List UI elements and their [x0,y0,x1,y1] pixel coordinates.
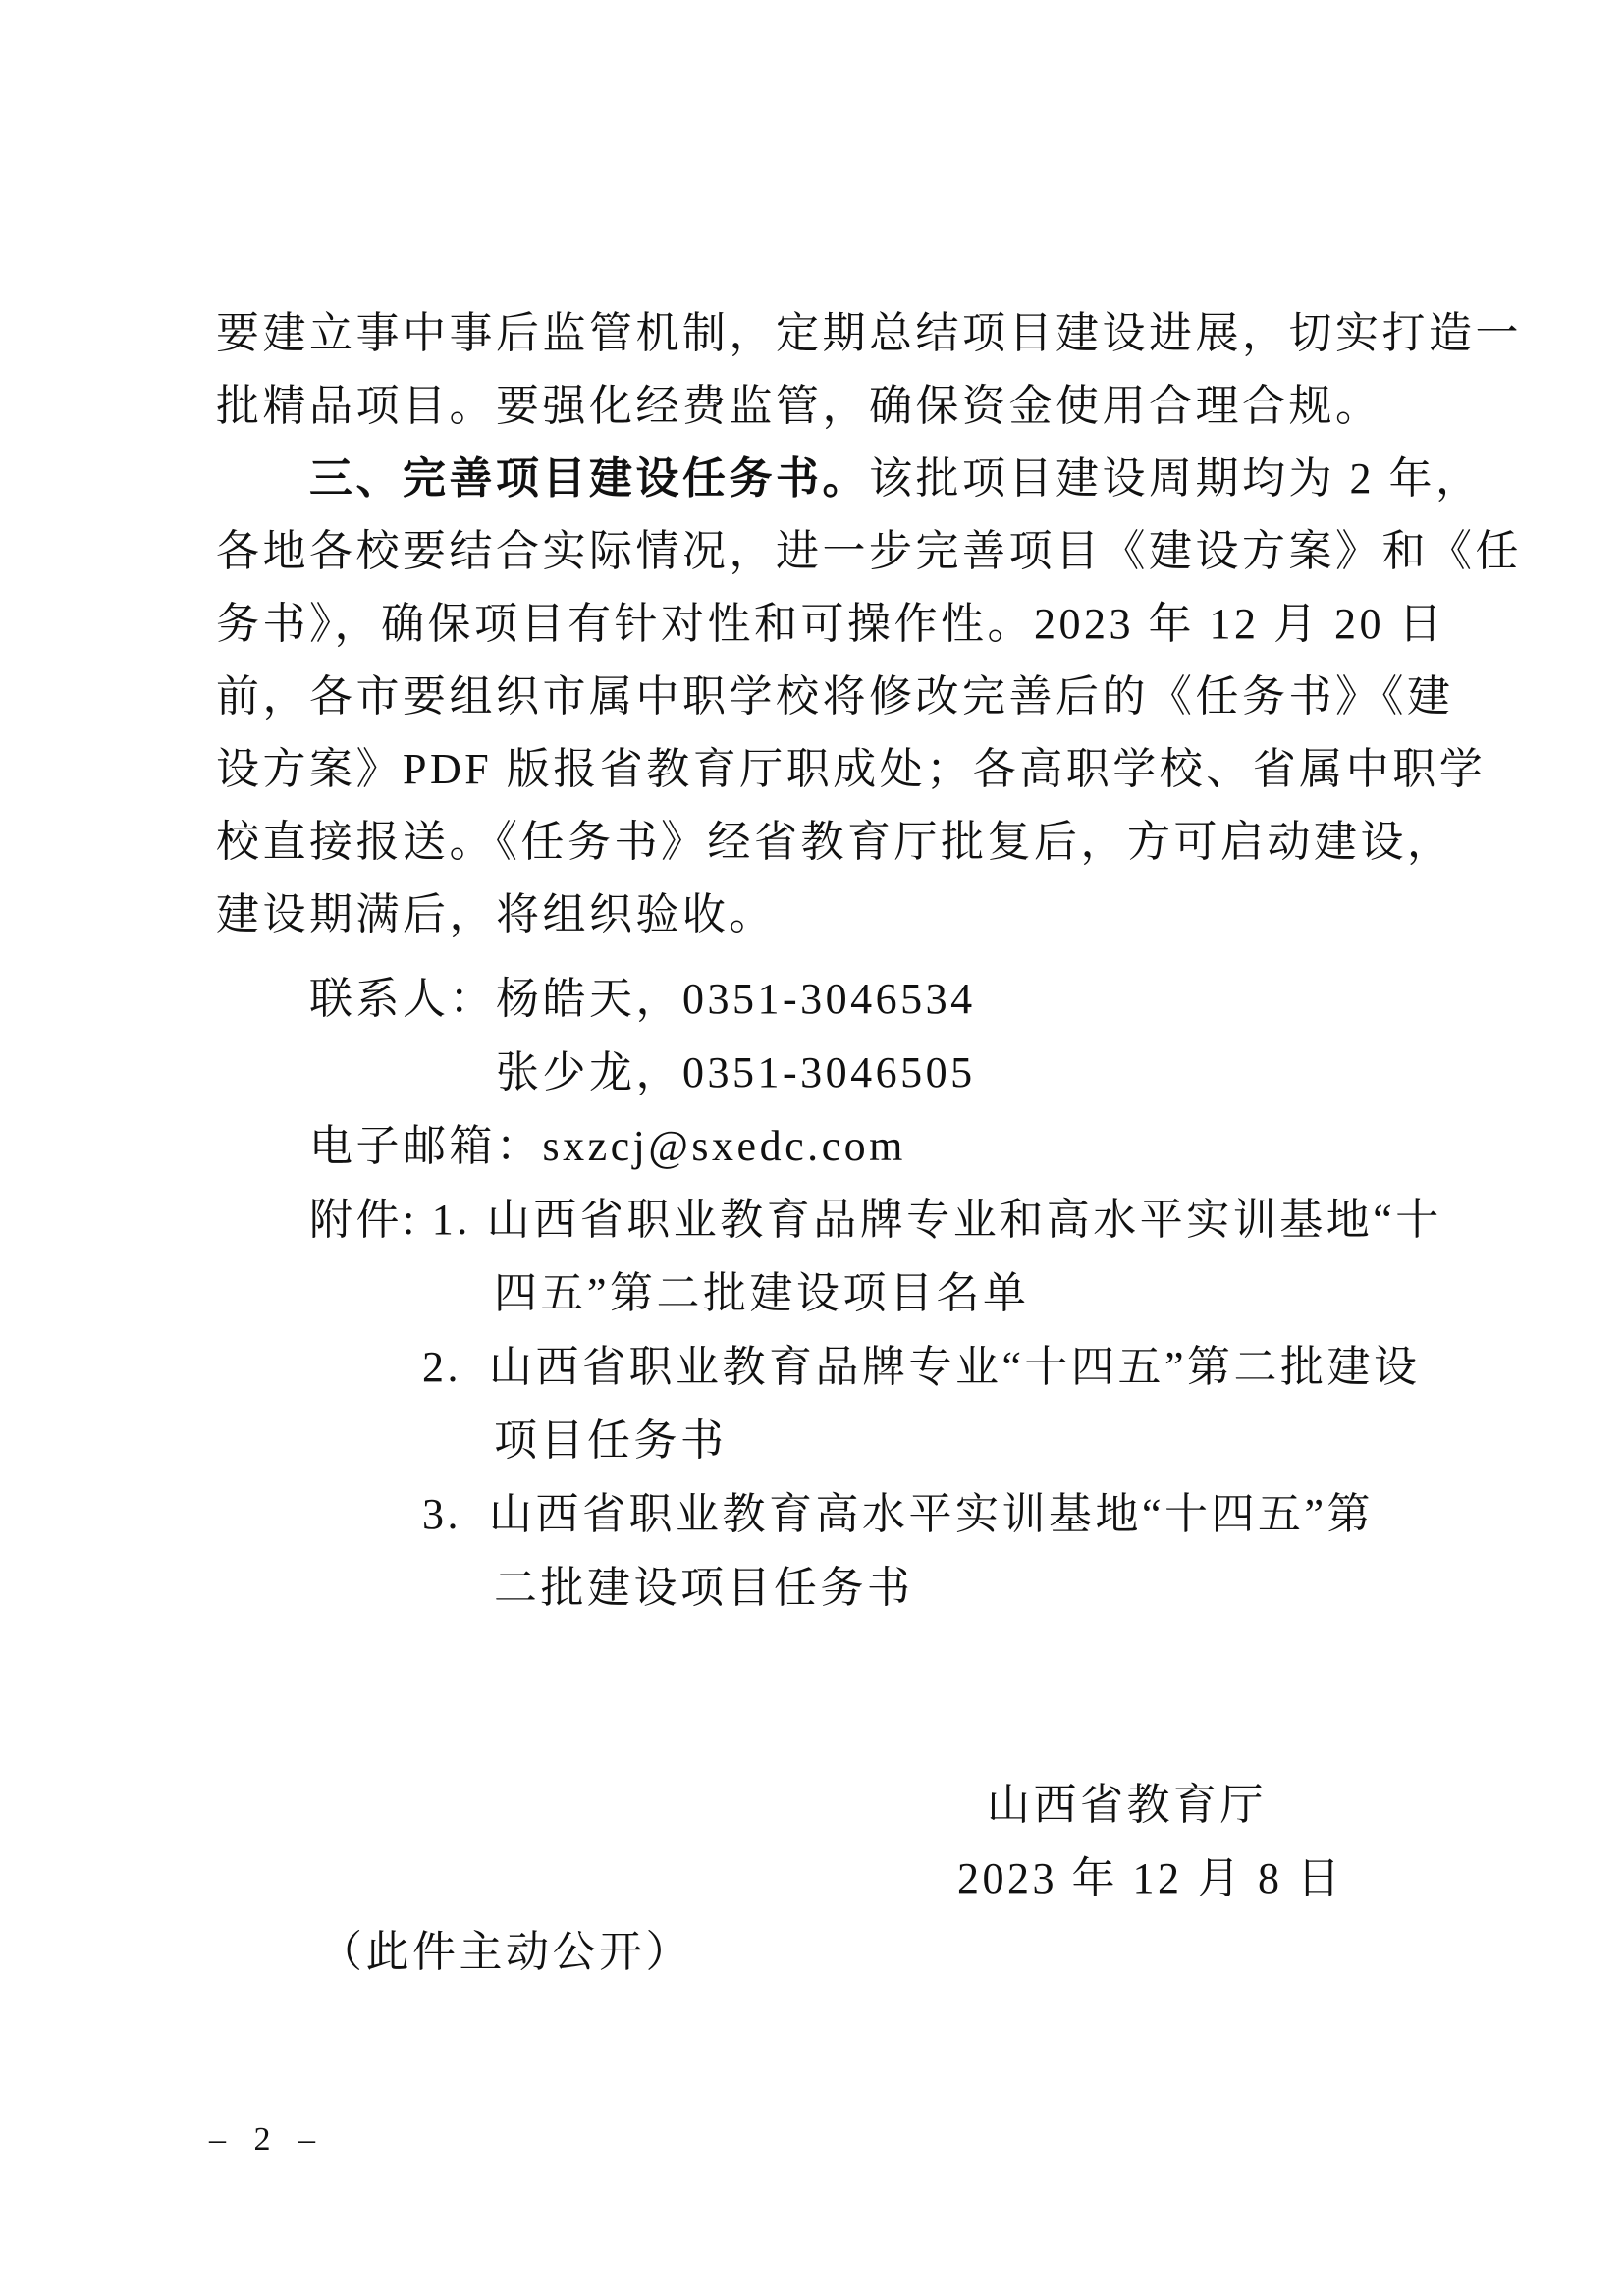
document-content [216,297,1522,1989]
attachment-2-line-2 [494,1404,1473,1477]
contact-and-attachments [216,962,1473,1989]
attachment-3-text-line-1: 山西省职业教育高水平实训基地“十四五”第 [489,1490,1375,1538]
attachment-3-number: 3. [422,1490,461,1538]
attachment-2-text-line-1: 山西省职业教育品牌专业“十四五”第二批建设 [489,1343,1421,1391]
signature-date: 2023 年 12 月 8 日 [957,1854,1344,1902]
body-line-1: 要建立事中事后监管机制，定期总结项目建设进展，切实打造一 [216,309,1522,357]
attachment-2-number: 2. [422,1343,461,1391]
attachment-3-line-1 [422,1477,1473,1551]
attachment-1-line-1 [309,1183,1473,1256]
contact-person-2: 张少龙，0351-3046505 [496,1048,976,1096]
attachment-3-line-2 [494,1551,1473,1625]
attachments-label: 附件: [309,1196,418,1244]
section-heading: 三、完善项目建设任务书。 [309,454,869,503]
signature-org: 山西省教育厅 [987,1781,1267,1829]
attachment-2-line-1 [422,1330,1473,1404]
attachment-1-text-line-1: 山西省职业教育品牌专业和高水平实训基地“十 [486,1196,1442,1244]
body-line-5: 务书》，确保项目有针对性和可操作性。2023 年 12 月 20 日 [216,600,1445,648]
disclosure-note: （此件主动公开） [319,1928,692,1976]
body-line-6: 前，各市要组织市属中职学校将修改完善后的《任务书》《建 [216,672,1454,721]
spacer [216,1625,1473,1768]
body-line-4: 各地各校要结合实际情况，进一步完善项目《建设方案》和《任 [216,527,1522,575]
email-line [309,1109,1473,1183]
body-line-7: 设方案》PDF 版报省教育厅职成处；各高职学校、省属中职学 [216,745,1487,793]
attachment-2-text-line-2: 项目任务书 [494,1416,728,1465]
contact-label: 联系人： [309,975,496,1023]
spacer [216,951,1473,962]
attachment-1-text-line-2: 四五”第二批建设项目名单 [494,1269,1030,1317]
section-text-start: 该批项目建设周期均为 2 年， [869,454,1483,503]
email-label: 电子邮箱： [309,1122,543,1170]
attachment-1-number: 1. [431,1196,471,1244]
body-line-8: 校直接报送。《任务书》经省教育厅批复后，方可启动建设， [216,818,1454,866]
contact-line-1 [309,962,1473,1036]
body-line-2: 批精品项目。要强化经费监管，确保资金使用合理合规。 [216,382,1382,430]
contact-line-2 [496,1036,1473,1109]
contact-person-1: 杨皓天，0351-3046534 [496,975,976,1023]
attachment-1-line-2 [494,1256,1473,1330]
page-number: – 2 – [209,2121,325,2158]
body-line-9: 建设期满后，将组织验收。 [216,890,776,938]
body-line-3 [216,443,1483,515]
email-value: sxzcj@sxedc.com [542,1122,906,1170]
attachment-3-text-line-2: 二批建设项目任务书 [494,1564,914,1612]
